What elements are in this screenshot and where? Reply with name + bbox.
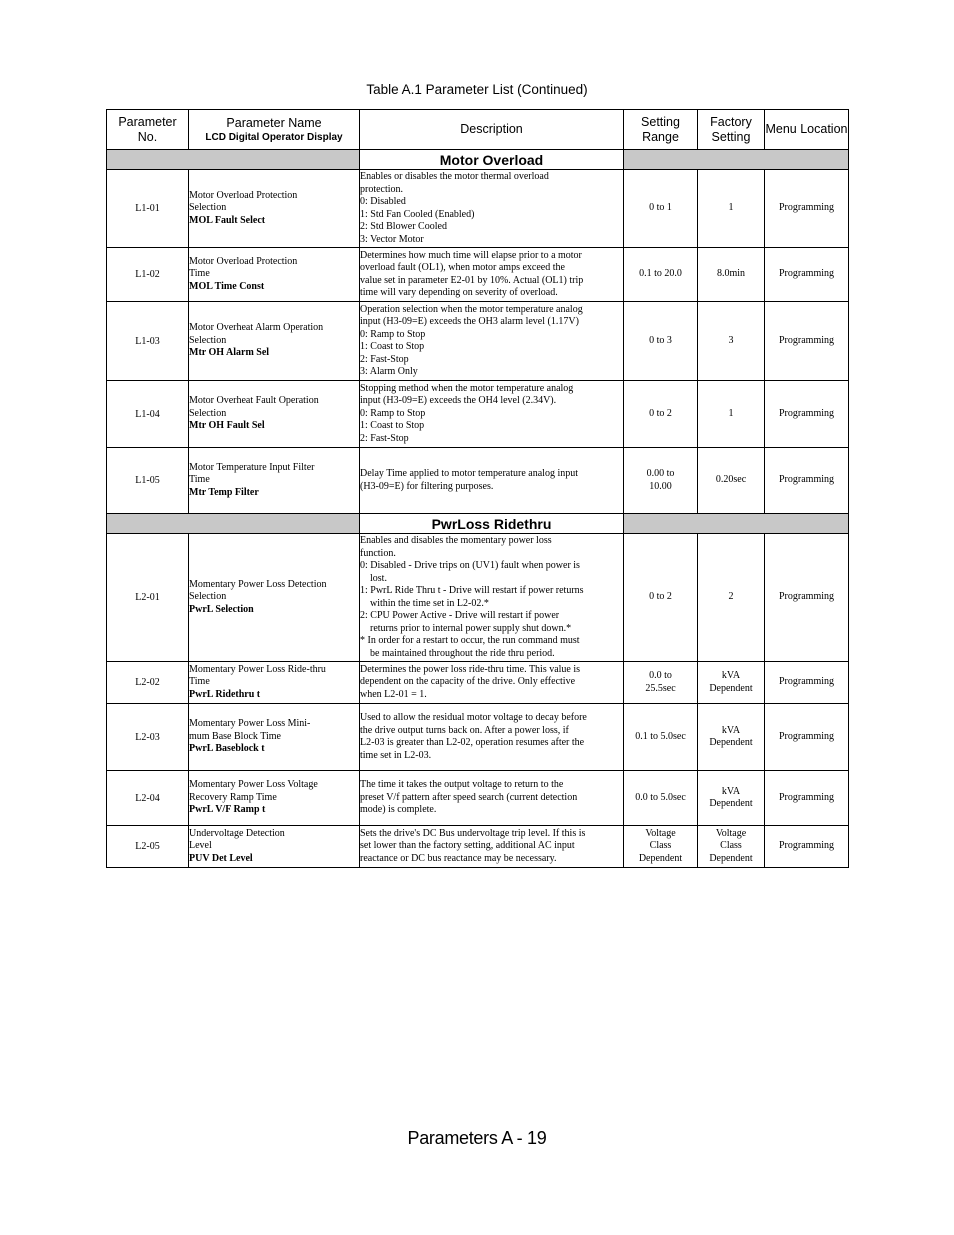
description-line: protection. — [360, 183, 404, 195]
section-shade-left — [107, 150, 360, 170]
param-name-line: Motor Overload Protection — [189, 255, 298, 267]
description-line: Determines how much time will elapse prior to a motor — [360, 249, 582, 261]
parameter-row — [107, 302, 849, 381]
factory-setting: 8.0min — [698, 248, 765, 302]
lcd-display-name: MOL Fault Select — [189, 214, 266, 226]
description-line: 3: Vector Motor — [360, 233, 424, 245]
description-line: input (H3-09=E) exceeds the OH3 alarm level (1.17V) — [360, 316, 579, 327]
menu-location: Programming — [765, 534, 849, 662]
param-description — [360, 826, 624, 868]
param-number: L1-01 — [107, 170, 189, 248]
param-description — [360, 448, 624, 514]
menu-location: Programming — [765, 381, 849, 448]
description-line: The time it takes the output voltage to return to the — [360, 779, 564, 791]
param-name-line: Motor Temperature Input Filter — [189, 461, 315, 473]
description-line: 0: Disabled — [360, 196, 406, 207]
lcd-display-name: PwrL V/F Ramp t — [189, 804, 266, 816]
param-name-cell — [189, 381, 360, 448]
lcd-display-name: Mtr OH Fault Sel — [189, 420, 265, 432]
parameter-row — [107, 534, 849, 662]
factory-setting: kVA Dependent — [698, 771, 765, 826]
param-name-line: Momentary Power Loss Voltage — [189, 779, 318, 791]
section-header-row — [107, 514, 849, 534]
param-number: L2-04 — [107, 771, 189, 826]
lcd-display-name: Mtr Temp Filter — [189, 486, 259, 498]
param-number: L1-03 — [107, 302, 189, 381]
setting-range: 0.1 to 5.0sec — [624, 704, 698, 771]
param-name-line: Momentary Power Loss Mini- — [189, 718, 311, 730]
param-name-cell — [189, 248, 360, 302]
setting-range: 0 to 3 — [624, 302, 698, 381]
param-name-line: mum Base Block Time — [189, 730, 281, 742]
description-line: overload fault (OL1), when motor amps exceed the — [360, 262, 565, 273]
param-number: L1-04 — [107, 381, 189, 448]
description-line: 2: CPU Power Active - Drive will restart if power — [360, 610, 560, 621]
parameter-row — [107, 662, 849, 704]
factory-setting: kVA Dependent — [698, 704, 765, 771]
param-name-line: Selection — [189, 407, 227, 419]
header-param-no: Parameter No. — [107, 110, 189, 150]
menu-location: Programming — [765, 771, 849, 826]
description-line: 3: Alarm Only — [360, 366, 418, 377]
factory-setting: 0.20sec — [698, 448, 765, 514]
header-menu-location: Menu Location — [765, 110, 849, 150]
parameter-row — [107, 381, 849, 448]
section-header-row — [107, 150, 849, 170]
setting-range: 0.1 to 20.0 — [624, 248, 698, 302]
param-name-line: Level — [189, 840, 212, 852]
menu-location: Programming — [765, 170, 849, 248]
factory-setting: Voltage Class Dependent — [698, 826, 765, 868]
description-line: 2: Fast-Stop — [360, 432, 409, 444]
description-line: reactance or DC bus reactance may be necessary. — [360, 852, 557, 864]
param-name-cell — [189, 448, 360, 514]
description-line: 0: Ramp to Stop — [360, 328, 426, 340]
parameter-row — [107, 170, 849, 248]
param-name-line: Selection — [189, 591, 227, 603]
param-number: L2-02 — [107, 662, 189, 704]
param-name-line: Time — [189, 676, 210, 688]
description-line: Enables or disables the motor thermal overload — [360, 171, 549, 182]
parameter-row — [107, 248, 849, 302]
description-line: (H3-09=E) for filtering purposes. — [360, 480, 494, 492]
description-line: function. — [360, 547, 396, 559]
section-title: Motor Overload — [360, 150, 624, 170]
param-name-line: Motor Overheat Fault Operation — [189, 395, 319, 407]
factory-setting: 1 — [698, 381, 765, 448]
description-line: Determines the power loss ride-thru time. This value is — [360, 663, 581, 675]
description-line: 1: Coast to Stop — [360, 420, 425, 432]
description-line: the drive output turns back on. After a power loss, if — [360, 724, 569, 736]
description-line: within the time set in L2-02.* — [370, 597, 489, 609]
param-description — [360, 534, 624, 662]
description-line: * In order for a restart to occur, the run command must — [360, 635, 580, 646]
param-name-line: Momentary Power Loss Detection — [189, 578, 327, 590]
description-line: when L2-01 = 1. — [360, 688, 427, 700]
factory-setting: 2 — [698, 534, 765, 662]
lcd-display-name: PUV Det Level — [189, 852, 253, 864]
setting-range: Voltage Class Dependent — [624, 826, 698, 868]
header-param-name-label: Parameter Name — [226, 115, 322, 130]
param-name-cell — [189, 771, 360, 826]
param-name-cell — [189, 302, 360, 381]
table-caption: Table A.1 Parameter List (Continued) — [366, 82, 588, 97]
parameter-row — [107, 704, 849, 771]
description-line: input (H3-09=E) exceeds the OH4 level (2.34V). — [360, 395, 557, 407]
param-name-cell — [189, 170, 360, 248]
factory-setting: kVA Dependent — [698, 662, 765, 704]
description-line: time set in L2-03. — [360, 749, 432, 761]
description-line: returns prior to internal power supply shut down.* — [370, 622, 572, 634]
section-shade-right — [624, 514, 849, 534]
section-shade-left — [107, 514, 360, 534]
param-number: L2-03 — [107, 704, 189, 771]
param-number: L1-02 — [107, 248, 189, 302]
description-line: Enables and disables the momentary power loss — [360, 535, 552, 546]
header-row — [107, 110, 849, 150]
param-number: L2-01 — [107, 534, 189, 662]
param-name-line: Recovery Ramp Time — [189, 791, 277, 803]
description-line: time will vary depending on severity of overload. — [360, 287, 558, 298]
param-name-line: Motor Overload Protection — [189, 189, 298, 201]
description-line: 2: Std Blower Cooled — [360, 221, 447, 232]
param-description — [360, 381, 624, 448]
setting-range: 0 to 1 — [624, 170, 698, 248]
lcd-display-name: PwrL Selection — [189, 603, 254, 615]
header-param-name-sub: LCD Digital Operator Display — [205, 131, 343, 143]
description-line: 1: Std Fan Cooled (Enabled) — [360, 208, 475, 220]
description-line: set lower than the factory setting, additional AC input — [360, 840, 575, 852]
param-name-line: Momentary Power Loss Ride-thru — [189, 663, 326, 675]
description-line: mode) is complete. — [360, 804, 437, 816]
menu-location: Programming — [765, 302, 849, 381]
description-line: 1: PwrL Ride Thru t - Drive will restart if power returns — [360, 585, 584, 596]
header-param-name — [189, 110, 360, 150]
param-description — [360, 248, 624, 302]
param-name-cell — [189, 704, 360, 771]
menu-location: Programming — [765, 826, 849, 868]
page-footer: Parameters A - 19 — [407, 1128, 547, 1148]
param-name-line: Time — [189, 268, 210, 280]
param-name-line: Time — [189, 474, 210, 486]
setting-range: 0 to 2 — [624, 534, 698, 662]
parameter-row — [107, 448, 849, 514]
menu-location: Programming — [765, 662, 849, 704]
description-line: preset V/f pattern after speed search (current detection — [360, 791, 578, 803]
description-line: dependent on the capacity of the drive. Only effective — [360, 676, 576, 688]
factory-setting: 1 — [698, 170, 765, 248]
section-shade-right — [624, 150, 849, 170]
parameter-row — [107, 826, 849, 868]
factory-setting: 3 — [698, 302, 765, 381]
param-number: L1-05 — [107, 448, 189, 514]
description-line: Used to allow the residual motor voltage to decay before — [360, 712, 587, 723]
param-name-cell — [189, 826, 360, 868]
param-description — [360, 302, 624, 381]
description-line: 0: Disabled - Drive trips on (UV1) fault when power is — [360, 560, 580, 571]
setting-range: 0.0 to 25.5sec — [624, 662, 698, 704]
param-name-line: Selection — [189, 334, 227, 346]
description-line: Operation selection when the motor temperature analog — [360, 303, 583, 315]
header-setting-range: Setting Range — [624, 110, 698, 150]
menu-location: Programming — [765, 248, 849, 302]
header-factory-setting: Factory Setting — [698, 110, 765, 150]
parameter-table — [106, 109, 849, 868]
description-line: Sets the drive's DC Bus undervoltage trip level. If this is — [360, 827, 586, 839]
description-line: be maintained throughout the ride thru period. — [370, 647, 555, 659]
lcd-display-name: MOL Time Const — [189, 280, 265, 292]
param-name-line: Selection — [189, 202, 227, 214]
param-name-line: Motor Overheat Alarm Operation — [189, 322, 324, 334]
param-description — [360, 170, 624, 248]
param-name-cell — [189, 534, 360, 662]
lcd-display-name: PwrL Ridethru t — [189, 688, 261, 700]
header-description: Description — [360, 110, 624, 150]
setting-range: 0.00 to 10.00 — [624, 448, 698, 514]
description-line: 1: Coast to Stop — [360, 341, 425, 352]
param-description — [360, 704, 624, 771]
description-line: lost. — [370, 572, 387, 584]
param-name-cell — [189, 662, 360, 704]
param-description — [360, 662, 624, 704]
lcd-display-name: Mtr OH Alarm Sel — [189, 347, 270, 359]
description-line: 2: Fast-Stop — [360, 353, 409, 365]
description-line: Stopping method when the motor temperature analog — [360, 382, 574, 394]
description-line: value set in parameter E2-01 by 10%. Actual (OL1) trip — [360, 274, 584, 286]
description-line: 0: Ramp to Stop — [360, 407, 426, 419]
param-name-line: Undervoltage Detection — [189, 827, 285, 839]
setting-range: 0.0 to 5.0sec — [624, 771, 698, 826]
section-title: PwrLoss Ridethru — [360, 514, 624, 534]
lcd-display-name: PwrL Baseblock t — [189, 743, 265, 755]
parameter-row — [107, 771, 849, 826]
setting-range: 0 to 2 — [624, 381, 698, 448]
menu-location: Programming — [765, 448, 849, 514]
description-line: L2-03 is greater than L2-02, operation resumes after the — [360, 737, 585, 748]
param-number: L2-05 — [107, 826, 189, 868]
description-line: Delay Time applied to motor temperature analog input — [360, 468, 579, 479]
param-description — [360, 771, 624, 826]
menu-location: Programming — [765, 704, 849, 771]
